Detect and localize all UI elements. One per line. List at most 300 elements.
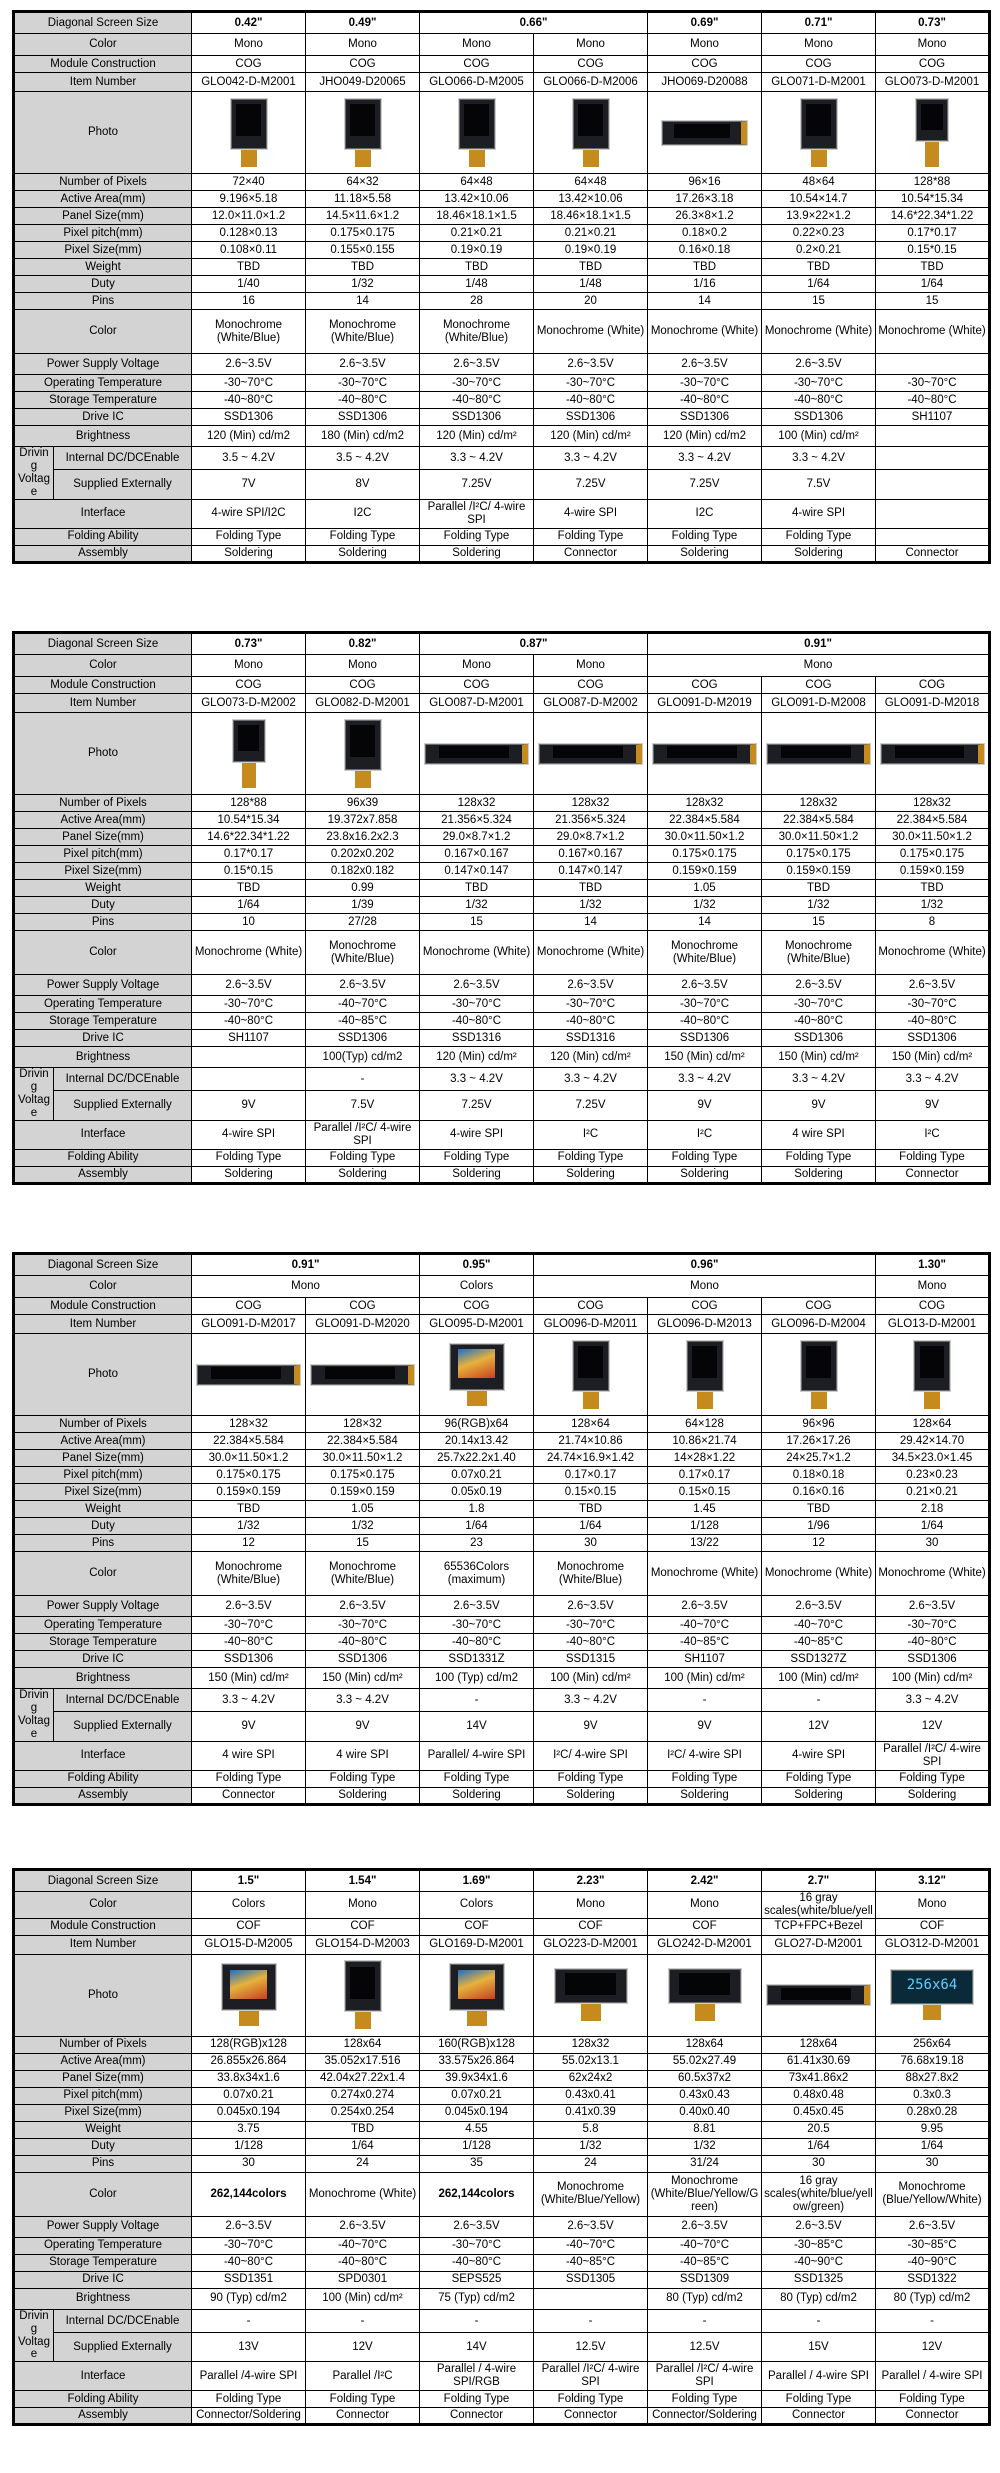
opt-cell: -30~70°C [192, 2237, 306, 2254]
color2-cell: Monochrome (White) [534, 931, 648, 975]
fold-cell: Folding Type [420, 2391, 534, 2408]
stt-cell: -40~85°C [534, 2254, 648, 2271]
assembly-cell: Connector/Soldering [192, 2408, 306, 2425]
photo-cell [762, 713, 876, 795]
stt-cell: -40~80°C [420, 2254, 534, 2271]
iface-cell [876, 499, 990, 528]
opt-cell: -30~70°C [876, 996, 990, 1013]
screen-area [692, 1346, 717, 1378]
photo-cell [420, 1954, 534, 2036]
opt-cell: -40~70°C [648, 1617, 762, 1634]
row-panel [14, 829, 990, 846]
row-label-item: Item Number [14, 694, 192, 713]
display-glass [345, 99, 381, 149]
row-label-assembly: Assembly [14, 2408, 192, 2425]
product-photo [881, 744, 984, 764]
color-cell: Mono [876, 1276, 990, 1298]
iface-cell: Parallel /I²C [306, 2362, 420, 2391]
ic-cell: SPD0301 [306, 2271, 420, 2288]
panel-cell: 13.9×22×1.2 [762, 208, 876, 225]
color2-cell: Monochrome (White/Blue) [420, 310, 534, 354]
row-label-color-desc: Color [14, 1552, 192, 1596]
row-label-item: Item Number [14, 1315, 192, 1334]
color-screen [230, 1970, 267, 1999]
color-cell: Mono [192, 34, 306, 56]
panel-cell: 14.6*22.34*1.22 [876, 208, 990, 225]
psv-cell: 2.6~3.5V [192, 975, 306, 996]
panel-cell: 39.9x34x1.6 [420, 2070, 534, 2087]
iface-cell: Parallel / 4-wire SPI [762, 2362, 876, 2391]
iface-cell: 4-wire SPI/I2C [192, 499, 306, 528]
row-assembly [14, 1166, 990, 1183]
fold-cell: Folding Type [420, 1770, 534, 1787]
row-label-assembly: Assembly [14, 545, 192, 562]
stt-cell: -40~80°C [192, 1634, 306, 1651]
iface-cell: I2C [306, 499, 420, 528]
pitch-cell: 0.128×0.13 [192, 225, 306, 242]
pitch-cell: 0.17*0.17 [192, 846, 306, 863]
iface-cell: 4-wire SPI [762, 499, 876, 528]
row-psv [14, 1596, 990, 1617]
module-cell: COG [306, 1298, 420, 1315]
bright-cell: 120 (Min) cd/m² [420, 426, 534, 447]
color2-cell: Monochrome (White) [762, 310, 876, 354]
module-cell: COG [876, 677, 990, 694]
screen-size: 1.30" [876, 1254, 990, 1276]
row-duty [14, 897, 990, 914]
stt-cell: -40~80°C [192, 392, 306, 409]
row-label-item: Item Number [14, 73, 192, 92]
pixels-cell: 96×96 [762, 1416, 876, 1433]
screen-size: 0.91" [648, 633, 990, 655]
display-glass [573, 1341, 609, 1391]
psize-cell: 0.05x0.19 [420, 1484, 534, 1501]
row-label-photo: Photo [14, 1334, 192, 1416]
row-fold [14, 1149, 990, 1166]
row-diagonal [14, 633, 990, 655]
display-glass [801, 99, 837, 149]
stt-cell: -40~90°C [876, 2254, 990, 2271]
fold-cell: Folding Type [420, 1149, 534, 1166]
driving-voltage-label [14, 447, 54, 500]
item-cell: GLO091-D-M2008 [762, 694, 876, 713]
module-cell: COF [420, 1918, 534, 1935]
row-label-module: Module Construction [14, 1918, 192, 1935]
row-module [14, 677, 990, 694]
photo-cell [762, 1334, 876, 1416]
color-cell: Mono [534, 655, 648, 677]
ic-cell: SH1107 [648, 1651, 762, 1668]
fold-cell: Folding Type [534, 1149, 648, 1166]
pitch-cell: 0.23×0.23 [876, 1467, 990, 1484]
ic-cell: SSD1306 [762, 1030, 876, 1047]
row-assembly [14, 545, 990, 562]
screen-area [920, 1346, 945, 1378]
pitch-cell: 0.43x0.43 [648, 2087, 762, 2104]
iface-cell: 4 wire SPI [192, 1741, 306, 1770]
row-weight [14, 2121, 990, 2138]
internal-cell: 3.5 ~ 4.2V [306, 447, 420, 470]
assembly-cell: Connector [192, 1787, 306, 1804]
row-item [14, 1315, 990, 1334]
ic-cell: SSD1306 [876, 1651, 990, 1668]
spec-table-4 [12, 1868, 988, 2426]
pins-cell: 35 [420, 2155, 534, 2172]
pixels-cell: 128x32 [876, 795, 990, 812]
weight-cell: TBD [192, 259, 306, 276]
panel-cell: 30.0×11.50×1.2 [192, 1450, 306, 1467]
assembly-cell: Soldering [648, 545, 762, 562]
active-cell: 19.372x7.858 [306, 812, 420, 829]
supplied-cell: 9V [648, 1091, 762, 1120]
row-label-panel: Panel Size(mm) [14, 1450, 192, 1467]
panel-cell: 18.46×18.1×1.5 [420, 208, 534, 225]
screen-area [895, 746, 964, 758]
pixels-cell: 128x32 [420, 795, 534, 812]
row-psv [14, 975, 990, 996]
pixels-cell: 128×64 [876, 1416, 990, 1433]
row-label-internal: Internal DC/DCEnable [54, 1689, 192, 1712]
internal-cell: - [420, 1689, 534, 1712]
pitch-cell: 0.43x0.41 [534, 2087, 648, 2104]
pixels-cell: 128(RGB)x128 [192, 2036, 306, 2053]
color-screen [458, 1349, 495, 1378]
internal-cell: - [306, 2309, 420, 2332]
weight-cell: TBD [648, 259, 762, 276]
screen-area [578, 104, 603, 136]
weight-cell: 9.95 [876, 2121, 990, 2138]
row-module [14, 1918, 990, 1935]
product-photo [767, 744, 870, 764]
supplied-cell: 7.25V [534, 1091, 648, 1120]
duty-cell: 1/64 [420, 1518, 534, 1535]
row-active [14, 1433, 990, 1450]
row-label-psize: Pixel Size(mm) [14, 242, 192, 259]
stt-cell: -40~90°C [762, 2254, 876, 2271]
psv-cell: 2.6~3.5V [306, 1596, 420, 1617]
pitch-cell: 0.202x0.202 [306, 846, 420, 863]
fold-cell: Folding Type [306, 528, 420, 545]
row-color [14, 34, 990, 56]
internal-cell [876, 447, 990, 470]
row-fold [14, 2391, 990, 2408]
ic-cell: SSD1316 [420, 1030, 534, 1047]
supplied-cell: 8V [306, 470, 420, 499]
row-assembly [14, 2408, 990, 2425]
opt-cell: -30~70°C [306, 375, 420, 392]
row-supplied [14, 1712, 990, 1741]
row-label-opt: Operating Temperature [14, 2237, 192, 2254]
pixels-cell: 128x32 [648, 795, 762, 812]
opt-cell: -40~70°C [534, 2237, 648, 2254]
pins-cell: 28 [420, 293, 534, 310]
bright-cell: 80 (Typ) cd/m2 [648, 2288, 762, 2309]
weight-cell: 5.8 [534, 2121, 648, 2138]
screen-area [553, 746, 622, 758]
module-cell: COG [306, 56, 420, 73]
color-cell: Mono [192, 1276, 420, 1298]
photo-cell [192, 92, 306, 174]
row-label-iface: Interface [14, 1741, 192, 1770]
pixels-cell: 64×32 [306, 174, 420, 191]
color2-cell: Monochrome (White/Blue) [306, 931, 420, 975]
psize-cell: 0.045x0.194 [192, 2104, 306, 2121]
item-cell: GLO096-D-M2011 [534, 1315, 648, 1334]
assembly-cell: Soldering [534, 1166, 648, 1183]
pitch-cell: 0.175×0.175 [306, 225, 420, 242]
supplied-cell: 12V [876, 1712, 990, 1741]
duty-cell: 1/32 [534, 2138, 648, 2155]
row-label-internal: Internal DC/DCEnable [54, 2309, 192, 2332]
display-glass [891, 1970, 973, 2004]
fold-cell: Folding Type [648, 528, 762, 545]
active-cell: 21.356×5.324 [534, 812, 648, 829]
pixels-cell: 128x32 [762, 795, 876, 812]
fpc-tail [924, 1391, 940, 1409]
internal-cell: - [762, 2309, 876, 2332]
row-stt [14, 392, 990, 409]
panel-cell: 30.0×11.50×1.2 [648, 829, 762, 846]
row-label-psize: Pixel Size(mm) [14, 863, 192, 880]
display-glass [669, 1969, 741, 2003]
opt-cell: -30~70°C [534, 375, 648, 392]
pins-cell: 30 [876, 1535, 990, 1552]
row-label-duty: Duty [14, 897, 192, 914]
driving-label: Driving [19, 447, 49, 472]
bright-cell [192, 1047, 306, 1068]
display-glass [916, 99, 948, 141]
pins-cell: 12 [192, 1535, 306, 1552]
ic-cell: SH1107 [192, 1030, 306, 1047]
module-cell: COG [648, 1298, 762, 1315]
pitch-cell: 0.17×0.17 [648, 1467, 762, 1484]
row-ic [14, 2271, 990, 2288]
fold-cell: Folding Type [192, 2391, 306, 2408]
screen-area [325, 1367, 394, 1379]
color2-cell: Monochrome (White) [876, 1552, 990, 1596]
pins-cell: 30 [192, 2155, 306, 2172]
psize-cell: 0.16×0.18 [648, 242, 762, 259]
psv-cell: 2.6~3.5V [762, 975, 876, 996]
row-active [14, 812, 990, 829]
product-photo [425, 744, 528, 764]
item-cell: GLO27-D-M2001 [762, 1935, 876, 1954]
supplied-cell: 13V [192, 2333, 306, 2362]
fold-cell: Folding Type [648, 1770, 762, 1787]
internal-cell: 3.3 ~ 4.2V [762, 447, 876, 470]
photo-cell [762, 92, 876, 174]
pins-cell: 27/28 [306, 914, 420, 931]
module-cell: COG [762, 56, 876, 73]
pitch-cell: 0.175×0.175 [306, 1467, 420, 1484]
color2-cell: Monochrome (White/Blue) [192, 1552, 306, 1596]
stt-cell: -40~80°C [306, 392, 420, 409]
supplied-cell: 7.25V [420, 470, 534, 499]
display-glass [573, 99, 609, 149]
display-glass [555, 1969, 627, 2003]
module-cell: COG [762, 1298, 876, 1315]
item-cell: GLO169-D-M2001 [420, 1935, 534, 1954]
iface-cell: I2C [648, 499, 762, 528]
supplied-cell: 9V [192, 1091, 306, 1120]
row-label-fold: Folding Ability [14, 1149, 192, 1166]
module-cell: COG [192, 56, 306, 73]
row-photo [14, 1954, 990, 2036]
row-panel [14, 1450, 990, 1467]
product-photo [311, 1365, 414, 1385]
opt-cell: -30~70°C [420, 996, 534, 1013]
supplied-cell: 14V [420, 1712, 534, 1741]
row-label-bright: Brightness [14, 2288, 192, 2309]
ic-cell: SSD1306 [762, 409, 876, 426]
assembly-cell: Connector [306, 2408, 420, 2425]
opt-cell: -30~70°C [420, 1617, 534, 1634]
module-cell: COG [534, 1298, 648, 1315]
photo-cell [420, 1334, 534, 1416]
product-photo [539, 744, 642, 764]
fold-cell: Folding Type [192, 528, 306, 545]
active-cell: 10.54×14.7 [762, 191, 876, 208]
row-label-panel: Panel Size(mm) [14, 208, 192, 225]
panel-cell: 23.8x16.2x2.3 [306, 829, 420, 846]
assembly-cell: Soldering [420, 1166, 534, 1183]
ic-cell: SSD1306 [876, 1030, 990, 1047]
ic-cell: SSD1309 [648, 2271, 762, 2288]
weight-cell: 3.75 [192, 2121, 306, 2138]
assembly-cell: Soldering [306, 1166, 420, 1183]
bright-cell: 100(Typ) cd/m2 [306, 1047, 420, 1068]
row-psize [14, 2104, 990, 2121]
weight-cell: TBD [306, 259, 420, 276]
display-glass [539, 744, 642, 764]
opt-cell: -30~70°C [648, 375, 762, 392]
color-cell: Colors [420, 1892, 534, 1919]
row-label-pixels: Number of Pixels [14, 174, 192, 191]
color2-cell: Monochrome (White) [648, 1552, 762, 1596]
screen-size: 0.95" [420, 1254, 534, 1276]
product-photo [197, 1365, 300, 1385]
active-cell: 35.052x17.516 [306, 2053, 420, 2070]
weight-cell: 20.5 [762, 2121, 876, 2138]
row-label-pins: Pins [14, 2155, 192, 2172]
row-label-iface: Interface [14, 2362, 192, 2391]
weight-cell: TBD [306, 2121, 420, 2138]
row-label-psize: Pixel Size(mm) [14, 1484, 192, 1501]
opt-cell: -40~70°C [306, 2237, 420, 2254]
weight-cell: TBD [762, 1501, 876, 1518]
psize-cell: 0.254x0.254 [306, 2104, 420, 2121]
row-active [14, 2053, 990, 2070]
row-label-pins: Pins [14, 1535, 192, 1552]
psize-cell: 0.147×0.147 [534, 863, 648, 880]
stt-cell: -40~80°C [192, 2254, 306, 2271]
duty-cell: 1/32 [306, 1518, 420, 1535]
row-label-color-desc: Color [14, 931, 192, 975]
bright-cell: 100 (Min) cd/m² [876, 1668, 990, 1689]
module-cell: COF [192, 1918, 306, 1935]
row-stt [14, 1634, 990, 1651]
row-internal [14, 1689, 990, 1712]
row-label-ic: Drive IC [14, 1030, 192, 1047]
row-opt [14, 996, 990, 1013]
bright-cell: 150 (Min) cd/m² [192, 1668, 306, 1689]
active-cell: 29.42×14.70 [876, 1433, 990, 1450]
display-glass [222, 1964, 276, 2010]
screen-text: 256x64 [906, 1977, 958, 1994]
item-cell: GLO066-D-M2005 [420, 73, 534, 92]
row-diagonal [14, 12, 990, 34]
duty-cell: 1/48 [534, 276, 648, 293]
ic-cell: SSD1306 [306, 1651, 420, 1668]
panel-cell: 29.0×8.7×1.2 [534, 829, 648, 846]
color-cell: Mono [762, 34, 876, 56]
screen-area [806, 1346, 831, 1378]
row-label-pitch: Pixel pitch(mm) [14, 2087, 192, 2104]
panel-cell: 18.46×18.1×1.5 [534, 208, 648, 225]
product-photo [801, 1341, 837, 1409]
psize-cell: 0.15*0.15 [876, 242, 990, 259]
pins-cell: 15 [420, 914, 534, 931]
product-photo [573, 1341, 609, 1409]
row-label-color: Color [14, 34, 192, 56]
color2-cell: Monochrome (White) [762, 1552, 876, 1596]
row-item [14, 1935, 990, 1954]
row-bright [14, 1047, 990, 1068]
item-cell: GLO087-D-M2001 [420, 694, 534, 713]
screen-size: 2.7" [762, 1870, 876, 1892]
assembly-cell: Soldering [192, 1166, 306, 1183]
active-cell: 61.41x30.69 [762, 2053, 876, 2070]
fpc-tail [239, 2010, 259, 2026]
fpc-tail [355, 2011, 371, 2029]
duty-cell: 1/64 [876, 276, 990, 293]
row-iface [14, 2362, 990, 2391]
ic-cell: SEPS525 [420, 2271, 534, 2288]
screen-size: 0.69" [648, 12, 762, 34]
pitch-cell: 0.21×0.21 [420, 225, 534, 242]
photo-cell [876, 1334, 990, 1416]
internal-cell: - [192, 2309, 306, 2332]
ic-cell: SSD1306 [192, 1651, 306, 1668]
pins-cell: 15 [762, 293, 876, 310]
row-label-photo: Photo [14, 92, 192, 174]
product-photo [662, 121, 747, 145]
bright-cell: 100 (Min) cd/m² [762, 1668, 876, 1689]
row-supplied [14, 2333, 990, 2362]
row-label-photo: Photo [14, 713, 192, 795]
color2-cell: Monochrome (White) [876, 931, 990, 975]
panel-cell: 24×25.7×1.2 [762, 1450, 876, 1467]
pins-cell: 24 [534, 2155, 648, 2172]
fpc-tail [467, 1390, 487, 1406]
spec-table [12, 1868, 991, 2426]
color2-cell: Monochrome (White) [192, 931, 306, 975]
row-pixels [14, 174, 990, 191]
row-label-item: Item Number [14, 1935, 192, 1954]
weight-cell: TBD [534, 259, 648, 276]
active-cell: 22.384×5.584 [876, 812, 990, 829]
spec-table-3 [12, 1252, 988, 1806]
module-cell: COG [876, 1298, 990, 1315]
panel-cell: 24.74×16.9×1.42 [534, 1450, 648, 1467]
iface-cell: Parallel /I²C/ 4-wire SPI [420, 499, 534, 528]
iface-cell: Parallel /I²C/ 4-wire SPI [306, 1120, 420, 1149]
row-color [14, 1892, 990, 1919]
item-cell: GLO096-D-M2004 [762, 1315, 876, 1334]
photo-cell [192, 713, 306, 795]
screen-area [439, 746, 508, 758]
internal-cell: 3.3 ~ 4.2V [306, 1689, 420, 1712]
